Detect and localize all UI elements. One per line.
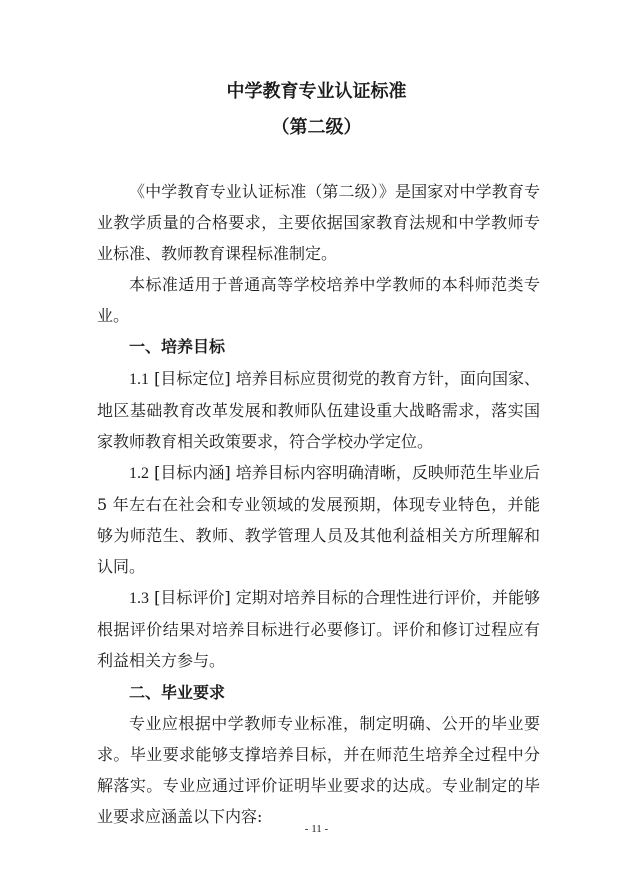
clause-1-2 (97, 457, 540, 582)
clause-number: 1.1 (129, 370, 149, 388)
page-number: - 11 - (304, 823, 329, 835)
document-subtitle: （第二级） (271, 117, 362, 138)
clause-tag: [目标评价] (154, 588, 231, 608)
clause-text: 培养目标应贯彻党的教育方针，面向国家、地区基础教育改革发展和教师队伍建设重大战略需求，落实国家教师教育相关政策要求，符合学校办学定位。 (97, 368, 540, 451)
section-heading-graduation-requirements: 二、毕业要求 (129, 682, 226, 702)
scope-paragraph: 本标准适用于普通高等学校培养中学教师的本科师范类专业。 (97, 275, 540, 326)
clause-number: 1.2 (129, 464, 149, 482)
clause-text: 定期对培养目标的合理性进行评价，并能够根据评价结果对培养目标进行必要修订。评价和修订过程应有利益相关方参与。 (97, 588, 540, 671)
clause-number: 1.3 (129, 590, 149, 608)
clause-text: 培养目标内容明确清晰，反映师范生毕业后 5 年左右在社会和专业领域的发展预期，体现专业特色，并能够为师范生、教师、教学管理人员及其他利益相关方所理解和认同。 (97, 462, 540, 577)
graduation-requirements-paragraph: 专业应根据中学教师专业标准，制定明确、公开的毕业要求。毕业要求能够支撑培养目标，并在师范生培养全过程中分解落实。专业应通过评价证明毕业要求的达成。专业制定的毕业要求应涵盖以下内容: (97, 713, 540, 826)
clause-tag: [目标定位] (154, 368, 231, 388)
clause-1-3 (97, 582, 540, 676)
document-title: 中学教育专业认证标准 (226, 81, 407, 102)
section-heading-training-goals: 一、培养目标 (129, 337, 226, 357)
document-body (97, 176, 540, 832)
clause-1-1 (97, 363, 540, 457)
intro-paragraph: 《中学教育专业认证标准（第二级）》是国家对中学教育专业教学质量的合格要求，主要依据国家教育法规和中学教师专业标准、教师教育课程标准制定。 (97, 182, 540, 264)
clause-tag: [目标内涵] (154, 462, 231, 482)
